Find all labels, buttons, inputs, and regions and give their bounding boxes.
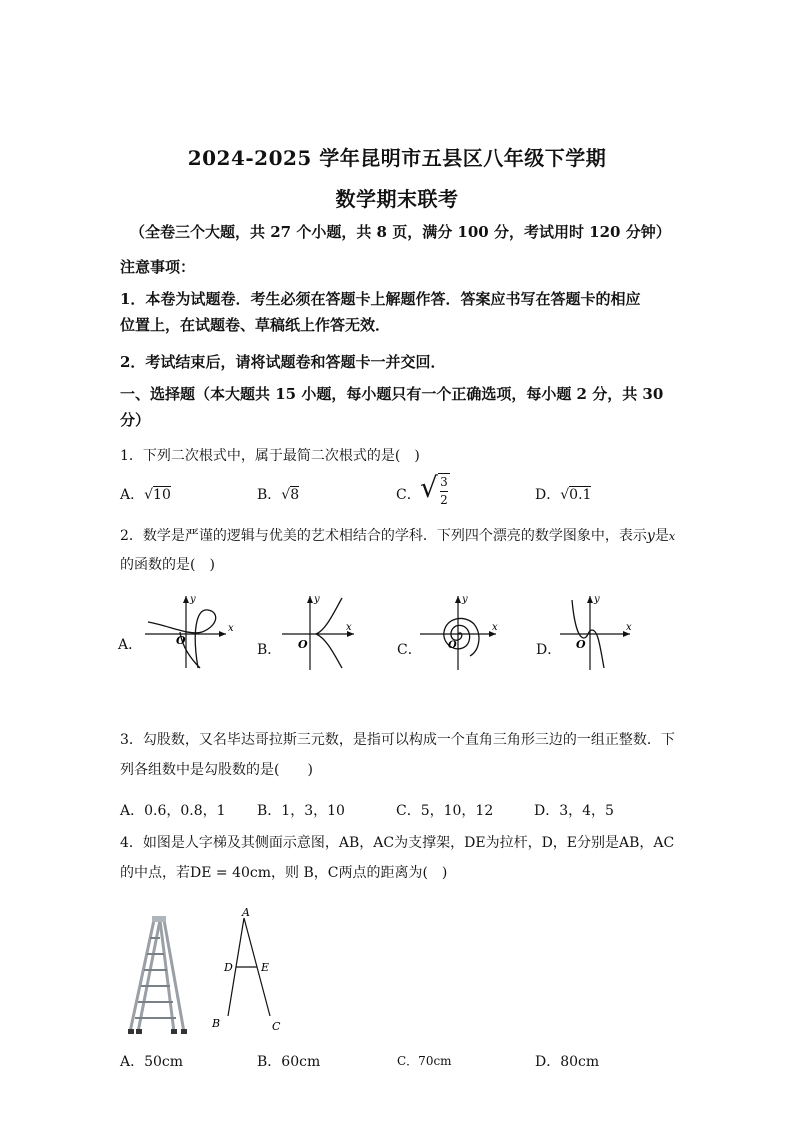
axis-y-label: y <box>594 594 600 605</box>
q2-option-a-graph[interactable] <box>140 592 236 670</box>
option-label: D． <box>535 487 561 503</box>
axis-y-label: y <box>462 594 468 605</box>
origin-label: O <box>576 638 586 651</box>
q2-option-a-label[interactable]: A． <box>118 637 143 653</box>
q3-stem-line1: 3．勾股数，又名毕达哥拉斯三元数，是指可以构成一个直角三角形三边的一组正整数．下 <box>120 732 675 748</box>
q1-option-a[interactable] <box>120 484 171 504</box>
option-label: B． <box>257 487 282 503</box>
section1-heading-line2: 分） <box>120 411 151 429</box>
q2-stem-line2: 的函数的是( ) <box>120 557 215 573</box>
sqrt-sign: √ <box>560 487 570 503</box>
q1-option-d[interactable] <box>535 484 591 504</box>
q4-option-c[interactable]: C．70cm <box>397 1054 452 1068</box>
sqrt-sign: √ <box>420 471 438 504</box>
q2-stem-line1 <box>120 525 675 545</box>
fraction-numerator: 3 <box>438 473 450 490</box>
origin-label: O <box>448 640 457 651</box>
q4-stem-line2: 的中点，若DE = 40cm，则 B，C两点的距离为( ) <box>120 865 448 881</box>
axis-x-label: x <box>346 622 352 633</box>
radicand: 8 <box>290 487 300 503</box>
var-x: x <box>668 530 676 543</box>
origin-label: O <box>176 634 186 647</box>
q4-option-a[interactable]: A．50cm <box>120 1054 184 1070</box>
y-arrow <box>455 596 461 603</box>
y-arrow <box>307 596 313 603</box>
q2-stem-text: 2．数学是严谨的逻辑与优美的艺术相结合的学科．下列四个漂亮的数学图象中，表示 <box>120 528 647 544</box>
curve <box>316 598 342 668</box>
axis-x-label: x <box>228 623 234 634</box>
option-label: C． <box>396 487 421 503</box>
origin-label: O <box>298 638 308 651</box>
note-1-line1: 1．本卷为试题卷．考生必须在答题卡上解题作答．答案应书写在答题卡的相应 <box>120 290 641 308</box>
axis-x-label: x <box>626 622 632 633</box>
q2-option-b-graph[interactable] <box>280 592 362 672</box>
q2-option-b-label[interactable]: B． <box>257 642 282 658</box>
axis-x-label: x <box>492 622 498 633</box>
q2-stem-mid: 是 <box>654 528 669 544</box>
note-2: 2．考试结束后，请将试题卷和答题卡一并交回． <box>120 353 446 371</box>
fraction-denominator: 2 <box>440 493 448 507</box>
exam-title-line1: 2024-2025 学年昆明市五县区八年级下学期 <box>187 146 607 170</box>
q4-stem-line1: 4．如图是人字梯及其侧面示意图，AB，AC为支撑架，DE为拉杆，D，E分别是AB，AC <box>120 835 675 851</box>
option-label: A． <box>120 487 145 503</box>
var-y: y <box>646 528 655 544</box>
q2-option-c-graph[interactable] <box>418 592 504 672</box>
q2-option-c-label[interactable]: C． <box>397 642 422 658</box>
q3-option-b[interactable]: B．1，3，10 <box>257 803 345 819</box>
point-a-label: A <box>242 906 250 919</box>
y-arrow <box>183 596 189 603</box>
radicand: 0.1 <box>569 487 592 503</box>
point-b-label: B <box>212 1017 221 1030</box>
q2-option-d-graph[interactable] <box>558 592 638 672</box>
note-1-line2: 位置上，在试题卷、草稿纸上作答无效． <box>120 316 391 334</box>
exam-title-line2: 数学期末联考 <box>335 187 459 211</box>
point-d-label: D <box>224 961 233 974</box>
q3-option-a[interactable]: A．0.6，0.8，1 <box>120 803 226 819</box>
q4-option-b[interactable]: B．60cm <box>257 1054 321 1070</box>
ladder-diagram <box>206 904 290 1034</box>
q2-option-d-label[interactable]: D． <box>536 642 562 658</box>
notes-heading: 注意事项： <box>120 258 196 276</box>
radicand: 10 <box>153 487 171 503</box>
sqrt-sign: √ <box>144 487 154 503</box>
x-arrow <box>219 631 226 637</box>
ladder-photo <box>124 916 190 1036</box>
exam-subtitle: （全卷三个大题，共 27 个小题，共 8 页，满分 100 分，考试用时 120 分钟） <box>130 223 671 241</box>
axis-y-label: y <box>190 594 196 605</box>
axis-y-label: y <box>314 594 320 605</box>
q1-option-b[interactable] <box>257 484 299 504</box>
q3-stem-line2: 列各组数中是勾股数的是( ) <box>120 762 313 778</box>
y-arrow <box>587 596 593 603</box>
q1-stem: 1．下列二次根式中，属于最简二次根式的是( ) <box>120 448 420 464</box>
point-c-label: C <box>272 1020 281 1033</box>
sqrt-sign: √ <box>281 487 291 503</box>
section1-heading-line1: 一、选择题（本大题共 15 小题，每小题只有一个正确选项，每小题 2 分，共 30 <box>120 385 664 403</box>
q3-option-c[interactable]: C．5，10，12 <box>396 803 494 819</box>
point-e-label: E <box>261 961 270 974</box>
q3-option-d[interactable]: D．3，4，5 <box>534 803 614 819</box>
q4-option-d[interactable]: D．80cm <box>535 1054 600 1070</box>
